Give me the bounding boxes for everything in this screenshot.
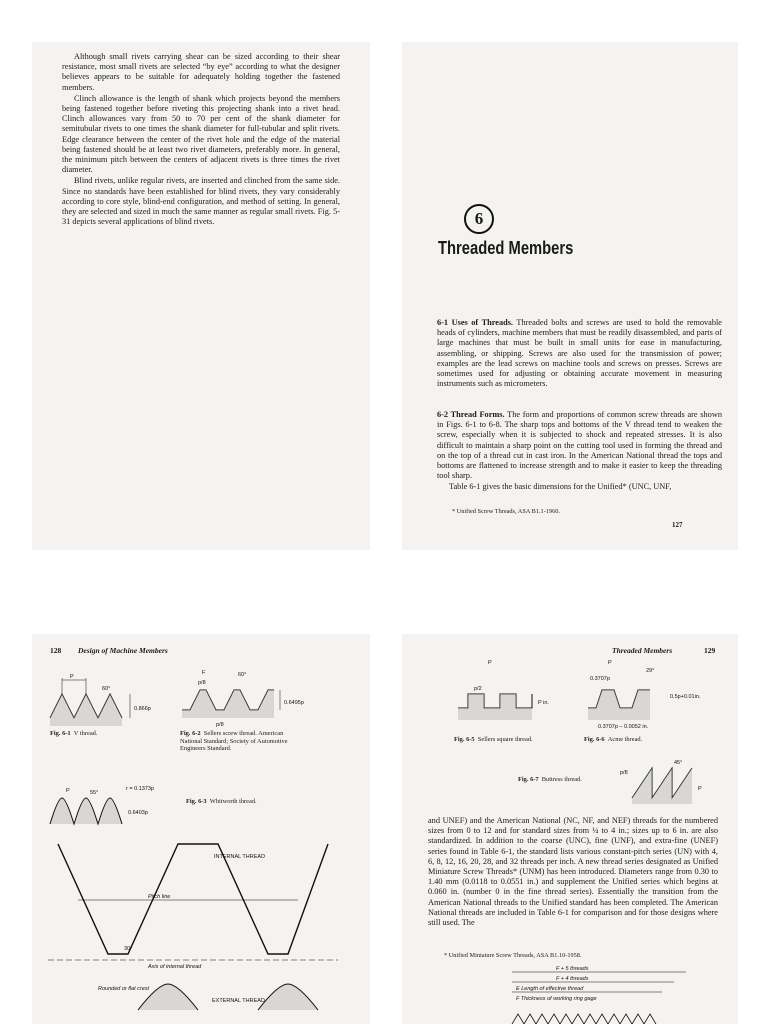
figure-title: Acme thread. (607, 736, 643, 743)
depth-label: 0.5p+0.01in. (670, 694, 701, 700)
body-text (62, 52, 340, 228)
flat-label: F (202, 670, 206, 676)
v-thread-diagram (46, 670, 166, 730)
length-label-4: F Thickness of working ring gage (516, 996, 597, 1002)
footnote: * Unified Screw Threads, ASA B1.1-1960. (452, 508, 560, 515)
length-label-2: F + 4 threads (556, 976, 589, 982)
angle-label: 45° (674, 760, 683, 766)
depth-label: 0.6495p (284, 700, 304, 706)
page-number: 128 (50, 646, 62, 655)
half-pitch-label: p/2 (474, 686, 482, 692)
figure-number: Fig. 6-2 (180, 730, 201, 737)
angle-label: 60° (238, 672, 247, 678)
figure-caption (180, 730, 306, 753)
page-number: 127 (672, 521, 683, 529)
paragraph: Clinch allowance is the length of shank which projects beyond the members being fastened together before riveting this projecting shank into a rivet head. Clinch allowances vary from 50 to 70 per cent of the shank diameter for semitubular rivets to one times the shank diameter for full-tubular and split rivets. Edge clearance between the center of the rivet hole and the edge of the material being fastened should be at least two rivet diameters, preferably more. In general, the minimum pitch between the centers of adjacent rivets is three times the rivet diameter. (62, 93, 340, 175)
figure-number: Fig. 6-1 (50, 730, 71, 737)
root-label: 0.3707p – 0.0052 in. (598, 724, 649, 730)
figure-title: V thread. (73, 730, 98, 737)
square-thread-diagram (454, 654, 574, 724)
figure-caption (584, 736, 642, 744)
figure-title: Buttress thread. (541, 776, 582, 783)
angle-label: 29° (646, 668, 655, 674)
acme-thread-diagram (584, 654, 734, 734)
figure-number: Fig. 6-6 (584, 736, 605, 743)
figure-number: Fig. 6-3 (186, 798, 207, 805)
axis-label: Axis of internal thread (148, 964, 202, 970)
radius-label: r = 0.1373p (126, 786, 154, 792)
depth-label: 0.866p (134, 706, 151, 712)
length-label-3: E Length of effective thread (516, 986, 584, 992)
buttress-thread-diagram (618, 754, 738, 814)
angle-label: 55° (90, 790, 99, 796)
flat-size-label-bottom: p/8 (216, 722, 224, 728)
pitch-label: P (608, 660, 612, 666)
length-label-1: F + 5 threads (556, 966, 589, 972)
angle-label: 30° (124, 946, 133, 952)
pitch-label: P (70, 674, 74, 680)
page-number: 129 (704, 646, 716, 655)
paragraph: Although small rivets carrying shear can be sized according to their shear resistance, most small rivets are selected “by eye” according to what the designer believes appears to be suitable for adequately holding together the fastened members. (62, 52, 340, 92)
flat-size-label: p/8 (198, 680, 206, 686)
flat-label: p/8 (620, 770, 628, 776)
flat-label: 0.3707p (590, 676, 610, 682)
figure-title: Sellers screw thread. American National Standard; Society of Automotive Engineers Standard. (180, 730, 288, 753)
unified-thread-profile (48, 834, 348, 1014)
pitch-label: P (488, 660, 492, 666)
thread-gage-diagram (496, 966, 696, 1024)
section-text: Threaded bolts and screws are used to hold the removable heads of cylinders, machine members that must be readily disassembled, and parts of large machines that must be built in small units for ease in manufacturing, assembling, or shipping. Screws are also used for the transmission of power; examples are the lead screws on machine tools and screws on presses. Screws are sometimes used for adjusting or obtaining accurate movement in measuring instruments such as micrometers. (437, 318, 722, 389)
figure-title: Whitworth thread. (209, 798, 257, 805)
book-page-left-top (32, 42, 370, 550)
angle-label: 60° (102, 686, 111, 692)
whitworth-thread-diagram (48, 784, 188, 834)
sellers-thread-diagram (180, 664, 310, 728)
section-text: The form and proportions of common screw threads are shown in Figs. 6-1 to 6-8. The sharp tops and bottoms of the V thread tend to weaken the screw, especially when it is subjected to shock and repeated stresses. It is also difficult to maintain a sharp point on the cutting tool used in forming the thread and on the top of a thread cut in cast iron. In the American National thread the tops and bottoms are flattened to increase strength and to make it easier to keep the threading tool sharp. (437, 410, 722, 481)
body-text (428, 816, 718, 929)
section-6-2 (437, 410, 722, 494)
paragraph: Table 6-1 gives the basic dimensions for the Unified* (UNC, UNF, (449, 482, 672, 492)
figure-title: Sellers square thread. (477, 736, 533, 743)
external-thread-label: EXTERNAL THREAD (212, 998, 265, 1004)
book-page-right-bottom (402, 634, 738, 1024)
pitch-label: P (698, 786, 702, 792)
book-page-right-top (402, 42, 738, 550)
chapter-number: 6 (464, 204, 494, 234)
figure-caption (50, 730, 97, 738)
running-head: Design of Machine Members (78, 646, 168, 655)
depth-label: P in. (538, 700, 549, 706)
figure-caption (518, 776, 582, 784)
running-head: Threaded Members (612, 646, 673, 655)
section-6-1 (437, 318, 722, 390)
depth-label: 0.6403p (128, 810, 148, 816)
figure-caption (186, 798, 257, 806)
paragraph: Blind rivets, unlike regular rivets, are inserted and clinched from the same side. Since no standards have been established for blind rivets, they vary considerably according to core style, blind-end configuration, and method of setting. In general, they are selected and sized in much the same manner as regular small rivets. Fig. 5-31 depicts several applications of blind rivets. (62, 176, 340, 227)
pitch-line-label: Pitch line (148, 894, 171, 900)
paragraph: and UNEF) and the American National (NC, NF, and NEF) threads for the numbered sizes from 0 to 12 and for standard sizes from ¼ to 4 in.; sizes up to 6 in. are also standardized. In addition to the coarse (UNC), fine (UNF), and extra-fine (UNEF) series found in Table 6-1, the standard lists various constant-pitch series (UN) with 4, 6, 8, 12, 16, 20, 28, and 32 threads per inch. A new thread series designated as Unified Miniature Screw Threads* (UNM) has been introduced. Diameters range from 0.30 to 1.40 mm (0.0118 to 0.0551 in.) and supplement the Unified series which begins at 0.060 in. (number 0 in the fine thread series). Essentially the transition from the American National threads to the Unified standard has been completed. The American National threads are included in Table 6-1 for comparison and for those designs where still used. The (428, 816, 718, 928)
book-page-left-bottom (32, 634, 370, 1024)
crest-label: Rounded or flat crest (98, 986, 150, 992)
section-heading: 6-1 Uses of Threads. (437, 318, 514, 327)
figure-number: Fig. 6-7 (518, 776, 539, 783)
section-heading: 6-2 Thread Forms. (437, 410, 505, 419)
chapter-title: Threaded Members (438, 238, 574, 258)
pitch-label: P (66, 788, 70, 794)
internal-thread-label: INTERNAL THREAD (214, 854, 266, 860)
figure-caption (454, 736, 533, 744)
figure-number: Fig. 6-5 (454, 736, 475, 743)
footnote: * Unified Miniature Screw Threads, ASA B1.10-1958. (444, 952, 582, 959)
